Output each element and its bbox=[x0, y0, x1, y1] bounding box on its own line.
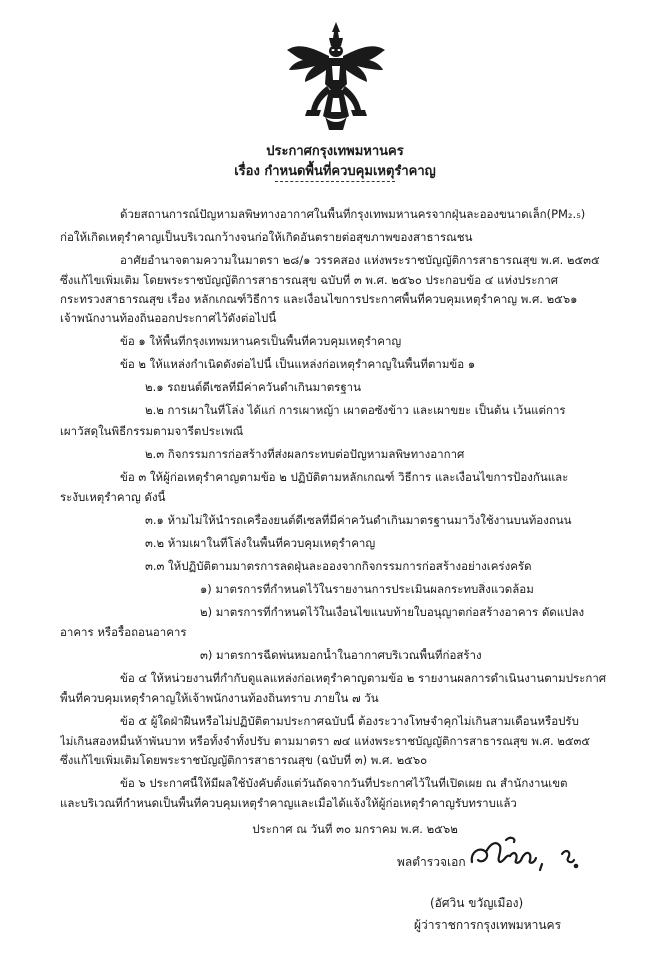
body-line: ๒.๒ การเผาในที่โล่ง ได้แก่ การเผาหญ้า เผาตอซังข้าว และเผาขยะ เป็นต้น เว้นแต่การ bbox=[145, 403, 566, 417]
garuda-emblem-icon bbox=[283, 20, 389, 132]
body-line: ระงับเหตุรำคาญ ดังนี้ bbox=[60, 490, 166, 504]
body-line: ซึ่งแก้ไขเพิ่มเติม โดยพระราชบัญญัติการสาธารณสุข ฉบับที่ ๓ พ.ศ. ๒๕๖๐ ประกอบข้อ ๔ แห่งประกาศ bbox=[60, 273, 559, 287]
signatory-rank: พลตำรวจเอก bbox=[397, 855, 466, 869]
signatory-title: ผู้ว่าราชการกรุงเทพมหานคร bbox=[414, 918, 562, 932]
announcement-date: ประกาศ ณ วันที่ ๓๐ มกราคม พ.ศ. ๒๕๖๒ bbox=[252, 822, 458, 836]
body-line: ๒.๑ รถยนต์ดีเซลที่มีค่าควันดำเกินมาตรฐาน bbox=[145, 380, 362, 394]
body-line: ๒) มาตรการที่กำหนดไว้ในเงื่อนไขแนบท้ายใบอนุญาตก่อสร้างอาคาร ดัดแปลง bbox=[200, 605, 585, 619]
body-line: ๓.๑ ห้ามไม่ให้นำรถเครื่องยนต์ดีเซลที่มีค่าควันดำเกินมาตรฐานมาวิ่งใช้งานบนท้องถนน bbox=[145, 513, 572, 527]
body-line: เผาวัสดุในพิธีกรรมตามจารีตประเพณี bbox=[60, 424, 244, 438]
body-line: ข้อ ๕ ผู้ใดฝ่าฝืนหรือไม่ปฏิบัติตามประกาศฉบับนี้ ต้องระวางโทษจำคุกไม่เกินสามเดือนหรือปรับ bbox=[120, 714, 579, 728]
body-line: ข้อ ๓ ให้ผู้ก่อเหตุรำคาญตามข้อ ๒ ปฏิบัติตามหลักเกณฑ์ วิธีการ และเงื่อนไขการป้องกันและ bbox=[120, 470, 569, 484]
body-line: ข้อ ๖ ประกาศนี้ให้มีผลใช้บังคับตั้งแต่วันถัดจากวันที่ประกาศไว้ในที่เปิดเผย ณ สำนักงานเขต bbox=[120, 776, 568, 790]
body-line: พื้นที่ควบคุมเหตุรำคาญให้เจ้าพนักงานท้องถิ่นทราบ ภายใน ๗ วัน bbox=[60, 691, 379, 705]
document-subject: เรื่อง กำหนดพื้นที่ควบคุมเหตุรำคาญ bbox=[234, 164, 436, 179]
body-line: อาศัยอำนาจตามความในมาตรา ๒๘/๑ วรรคสอง แห่งพระราชบัญญัติการสาธารณสุข พ.ศ. ๒๕๓๕ bbox=[120, 253, 600, 267]
body-line: ไม่เกินสองหมื่นห้าพันบาท หรือทั้งจำทั้งปรับ ตามมาตรา ๗๔ แห่งพระราชบัญญัติการสาธารณสุข พ.ศ. ๒๕๓๕ bbox=[60, 734, 591, 748]
body-line: อาคาร หรือรื้อถอนอาคาร bbox=[60, 625, 187, 639]
document-title: ประกาศกรุงเทพมหานคร bbox=[266, 144, 404, 159]
body-line: ซึ่งแก้ไขเพิ่มเติมโดยพระราชบัญญัติการสาธารณสุข (ฉบับที่ ๓) พ.ศ. ๒๕๖๐ bbox=[60, 753, 428, 767]
body-line: ข้อ ๑ ให้พื้นที่กรุงเทพมหานครเป็นพื้นที่ควบคุมเหตุรำคาญ bbox=[120, 334, 402, 348]
body-line: ๓) มาตรการฉีดพ่นหมอกน้ำในอากาศบริเวณพื้นที่ก่อสร้าง bbox=[200, 648, 482, 662]
title-divider bbox=[275, 181, 395, 182]
signatory-name: (อัศวิน ขวัญเมือง) bbox=[430, 896, 524, 910]
body-line: ก่อให้เกิดเหตุรำคาญเป็นบริเวณกว้างจนก่อให้เกิดอันตรายต่อสุขภาพของสาธารณชน bbox=[60, 230, 473, 244]
body-line: ข้อ ๔ ให้หน่วยงานที่กำกับดูแลแหล่งก่อเหตุรำคาญตามข้อ ๒ รายงานผลการดำเนินงานตามประกาศ bbox=[120, 671, 607, 685]
body-line: เจ้าพนักงานท้องถิ่นออกประกาศไว้ดังต่อไปนี้ bbox=[60, 311, 277, 325]
body-line: ๒.๓ กิจกรรมการก่อสร้างที่ส่งผลกระทบต่อปัญหามลพิษทางอากาศ bbox=[145, 447, 465, 461]
handwritten-signature bbox=[466, 832, 596, 878]
body-line: และบริเวณที่กำหนดเป็นพื้นที่ควบคุมเหตุรำคาญและเมื่อได้แจ้งให้ผู้ก่อเหตุรำคาญรับทราบแล้ว bbox=[60, 796, 517, 810]
body-line: ๓.๒ ห้ามเผาในที่โล่งในพื้นที่ควบคุมเหตุรำคาญ bbox=[145, 536, 376, 550]
body-line: ๑) มาตรการที่กำหนดไว้ในรายงานการประเมินผลกระทบสิ่งแวดล้อม bbox=[200, 582, 534, 596]
body-line: ด้วยสถานการณ์ปัญหามลพิษทางอากาศในพื้นที่กรุงเทพมหานครจากฝุ่นละอองขนาดเล็ก(PM₂.₅) bbox=[120, 207, 586, 221]
body-line: ๓.๓ ให้ปฏิบัติตามมาตรการลดฝุ่นละอองจากกิจกรรมการก่อสร้างอย่างเคร่งครัด bbox=[145, 559, 532, 573]
body-line: กระทรวงสาธารณสุข เรื่อง หลักเกณฑ์วิธีการ และเงื่อนไขการประกาศพื้นที่ควบคุมเหตุรำคาญ พ.ศ. ๒๕๖๑ bbox=[60, 292, 578, 306]
body-line: ข้อ ๒ ให้แหล่งกำเนิดดังต่อไปนี้ เป็นแหล่งก่อเหตุรำคาญในพื้นที่ตามข้อ ๑ bbox=[120, 357, 476, 371]
